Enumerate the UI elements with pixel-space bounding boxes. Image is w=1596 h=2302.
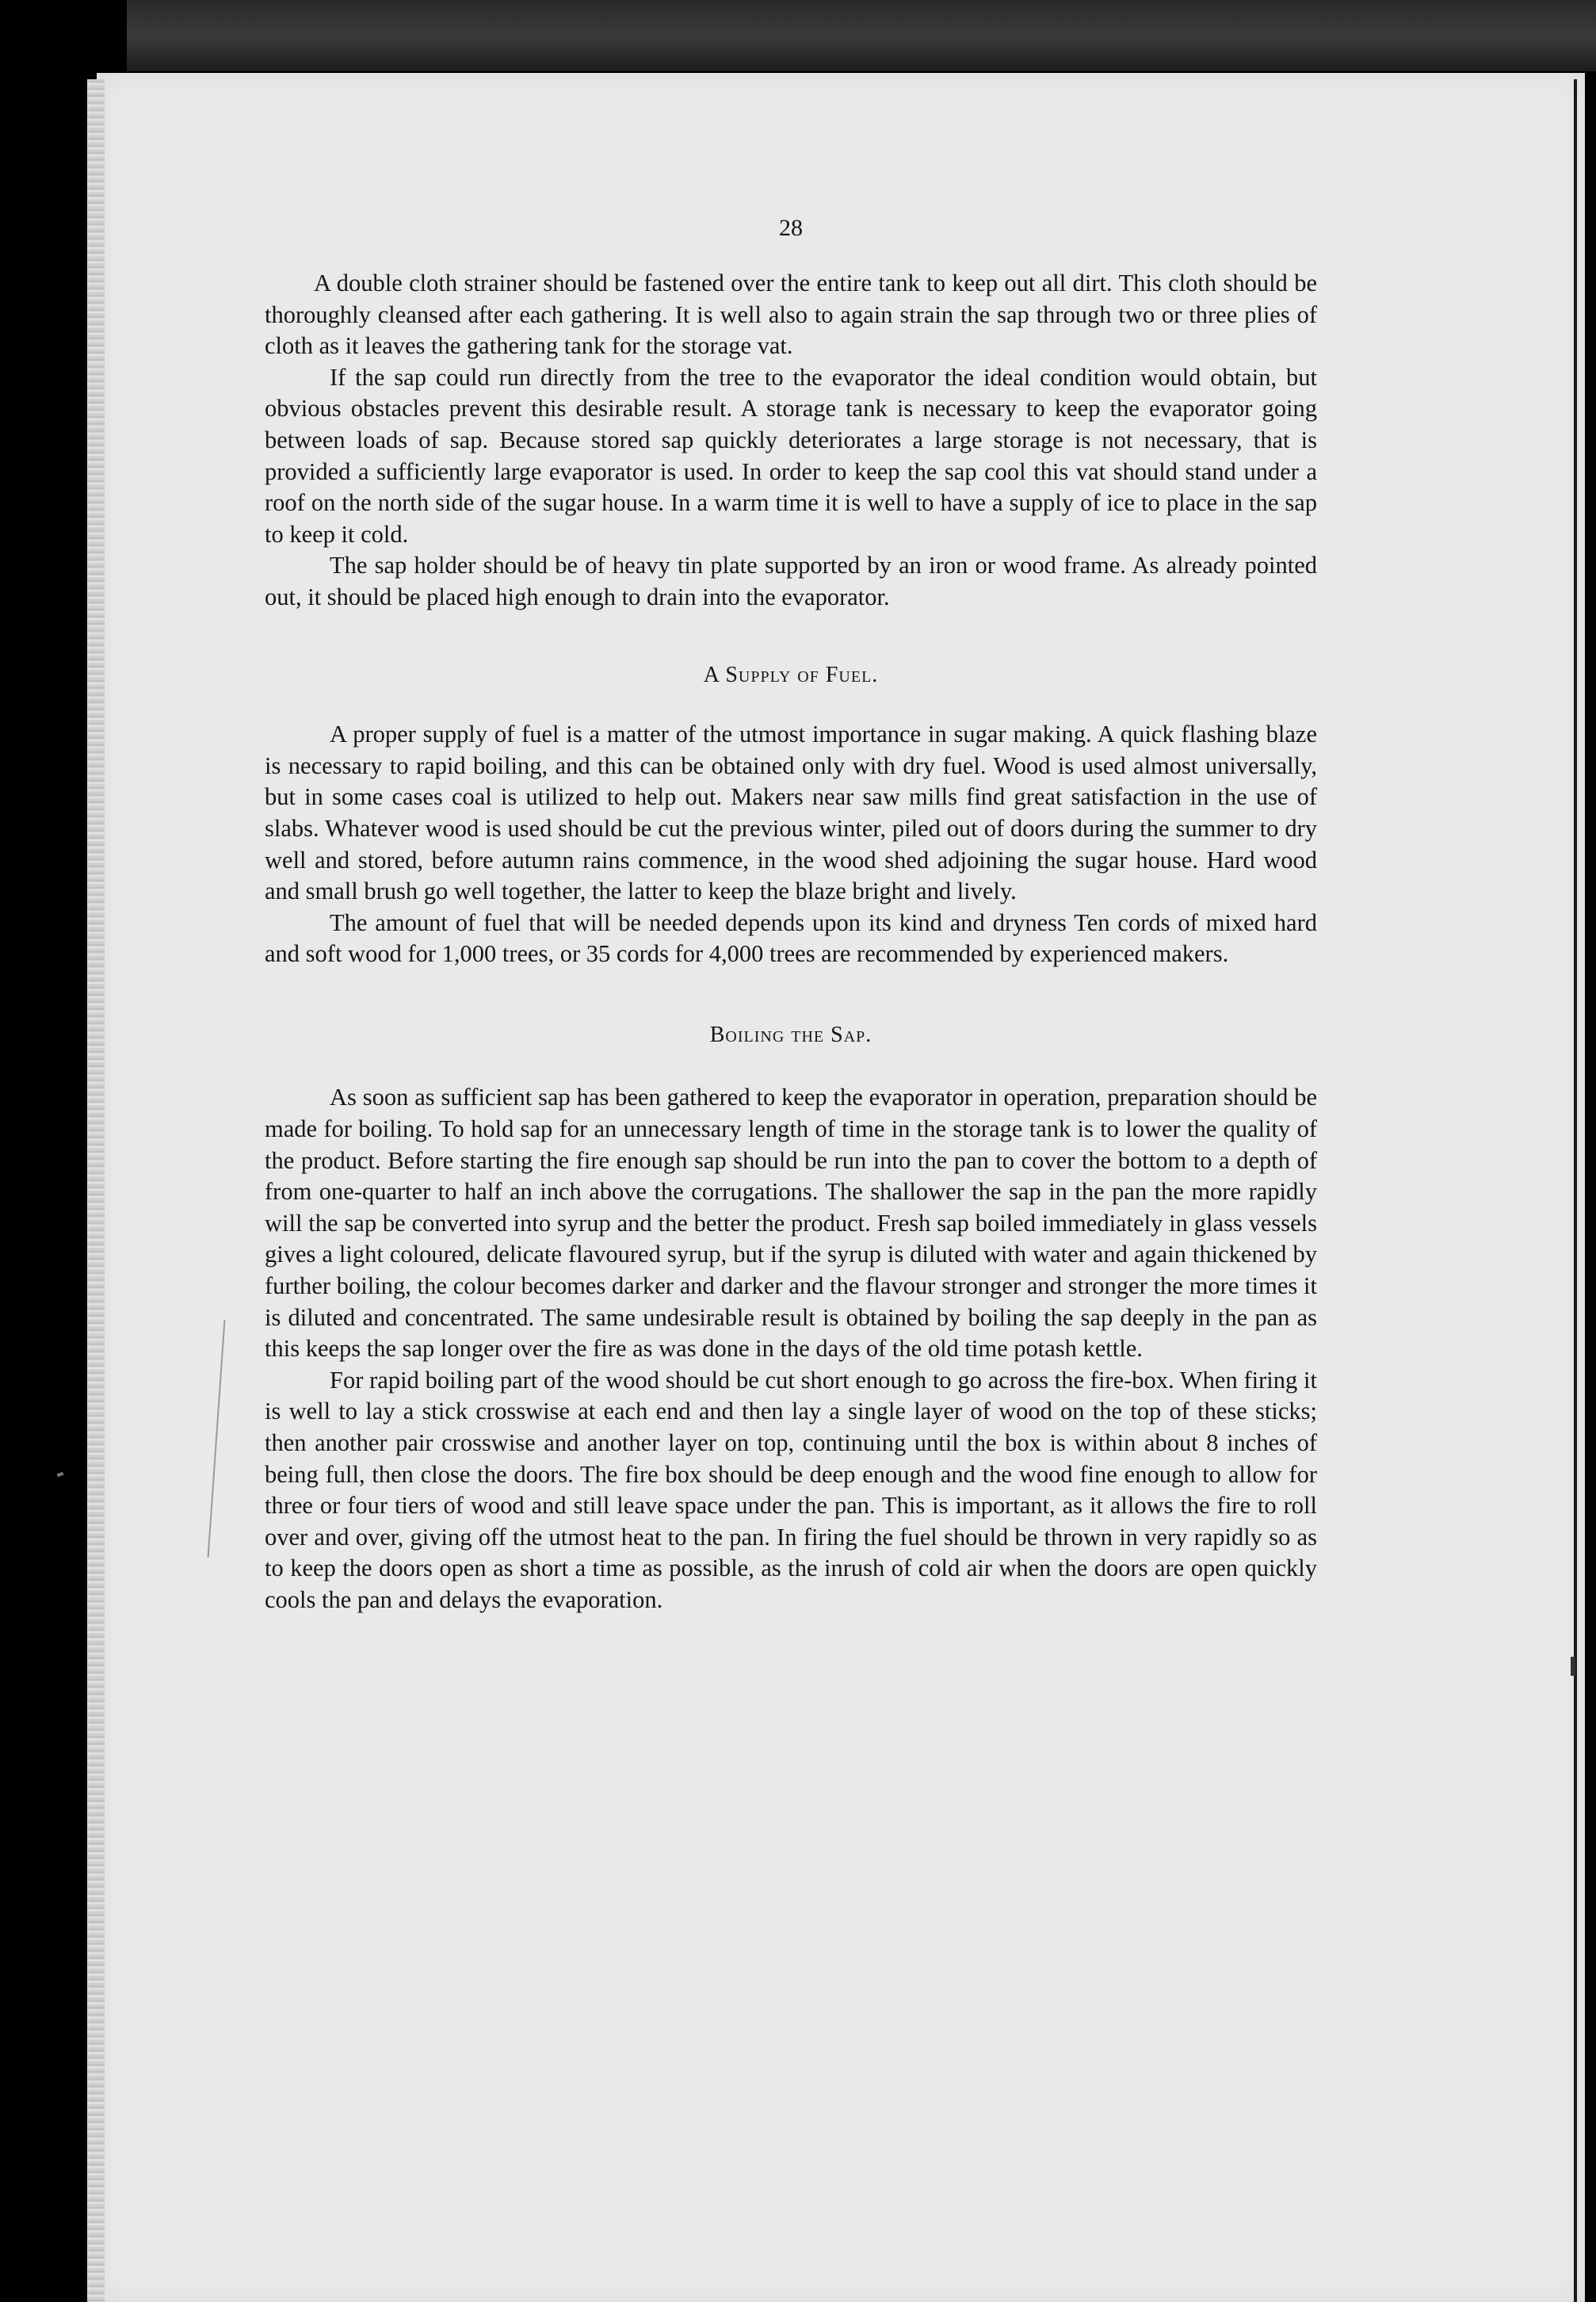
paragraph: A double cloth strainer should be fastened over the entire tank to keep out all dirt. This cloth should be thoroughly cleansed after each gathering. It is well also to again strain the sap through two or three plies of cloth as it leaves the gathering tank for the storage vat. bbox=[265, 270, 1317, 360]
page-body bbox=[265, 212, 1317, 1616]
paragraph: The sap holder should be of heavy tin plate supported by an iron or wood frame. As already pointed out, it should be placed high enough to drain into the evaporator. bbox=[265, 552, 1317, 610]
page-right-edge bbox=[1574, 79, 1577, 2302]
paragraph: As soon as sufficient sap has been gathered to keep the evaporator in operation, preparation should be made for boiling. To hold sap for an unnecessary length of time in the storage tank is to lower the quality of the product. Before starting the fire enough sap should be run into the pan to cover the bottom to a depth of from one-quarter to half an inch above the corrugations. The shallower the sap in the pan the more rapidly will the sap be converted into syrup and the better the product. Fresh sap boiled immediately in glass vessels gives a light coloured, delicate flavoured syrup, but if the syrup is diluted with water and again thickened by further boiling, the colour becomes darker and darker and the flavour stronger and stronger the more times it is diluted and concentrated. The same undesirable result is obtained by boiling the sap deeply in the pan as this keeps the sap longer over the fire as was done in the days of the old time potash kettle. bbox=[265, 1084, 1317, 1363]
paragraph: A proper supply of fuel is a matter of the utmost importance in sugar making. A quick flashing blaze is necessary to rapid boiling, and this can be obtained only with dry fuel. Wood is used almost universally, but in some cases coal is utilized to help out. Makers near saw mills find great satisfaction in the use of slabs. Whatever wood is used should be cut the previous winter, piled out of doors during the summer to dry well and stored, before autumn rains commence, in the wood shed adjoining the sugar house. Hard wood and small brush go well together, the latter to keep the blaze bright and lively. bbox=[265, 721, 1317, 905]
page-number: 28 bbox=[779, 215, 803, 241]
paragraph: The amount of fuel that will be needed depends upon its kind and dryness Ten cords of mixed hard and soft wood for 1,000 trees, or 35 cords for 4,000 trees are recommended by experienced makers. bbox=[265, 908, 1317, 968]
section-heading-fuel: A Supply of Fuel. bbox=[703, 662, 879, 687]
scan-speck bbox=[57, 1472, 64, 1477]
scan-speck bbox=[1571, 1657, 1575, 1676]
section-heading-boiling: Boiling the Sap. bbox=[709, 1022, 872, 1047]
page-left-edge bbox=[87, 79, 105, 2302]
scan-top-border bbox=[127, 0, 1596, 71]
paragraph: For rapid boiling part of the wood should be cut short enough to go across the fire-box. When firing it is well to lay a stick crosswise at each end and then lay a single layer of wood on the top of these sticks; then another pair crosswise and another layer on top, continuing until the box is within about 8 inches of being full, then close the doors. The fire box should be deep enough and the wood fine enough to allow for three or four tiers of wood and still leave space under the pan. This is important, as it allows the fire to roll over and over, giving off the utmost heat to the pan. In firing the fuel should be thrown in very rapidly so as to keep the doors open as short a time as possible, as the inrush of cold air when the doors are open quickly cools the pan and delays the evaporation. bbox=[265, 1366, 1317, 1613]
paragraph: If the sap could run directly from the tree to the evaporator the ideal condition would obtain, but obvious obstacles prevent this desirable result. A storage tank is necessary to keep the evaporator going between loads of sap. Because stored sap quickly deteriorates a large storage is not necessary, that is provided a sufficiently large evaporator is used. In order to keep the sap cool this vat should stand under a roof on the north side of the sugar house. In a warm time it is well to have a supply of ice to place in the sap to keep it cold. bbox=[265, 363, 1317, 548]
